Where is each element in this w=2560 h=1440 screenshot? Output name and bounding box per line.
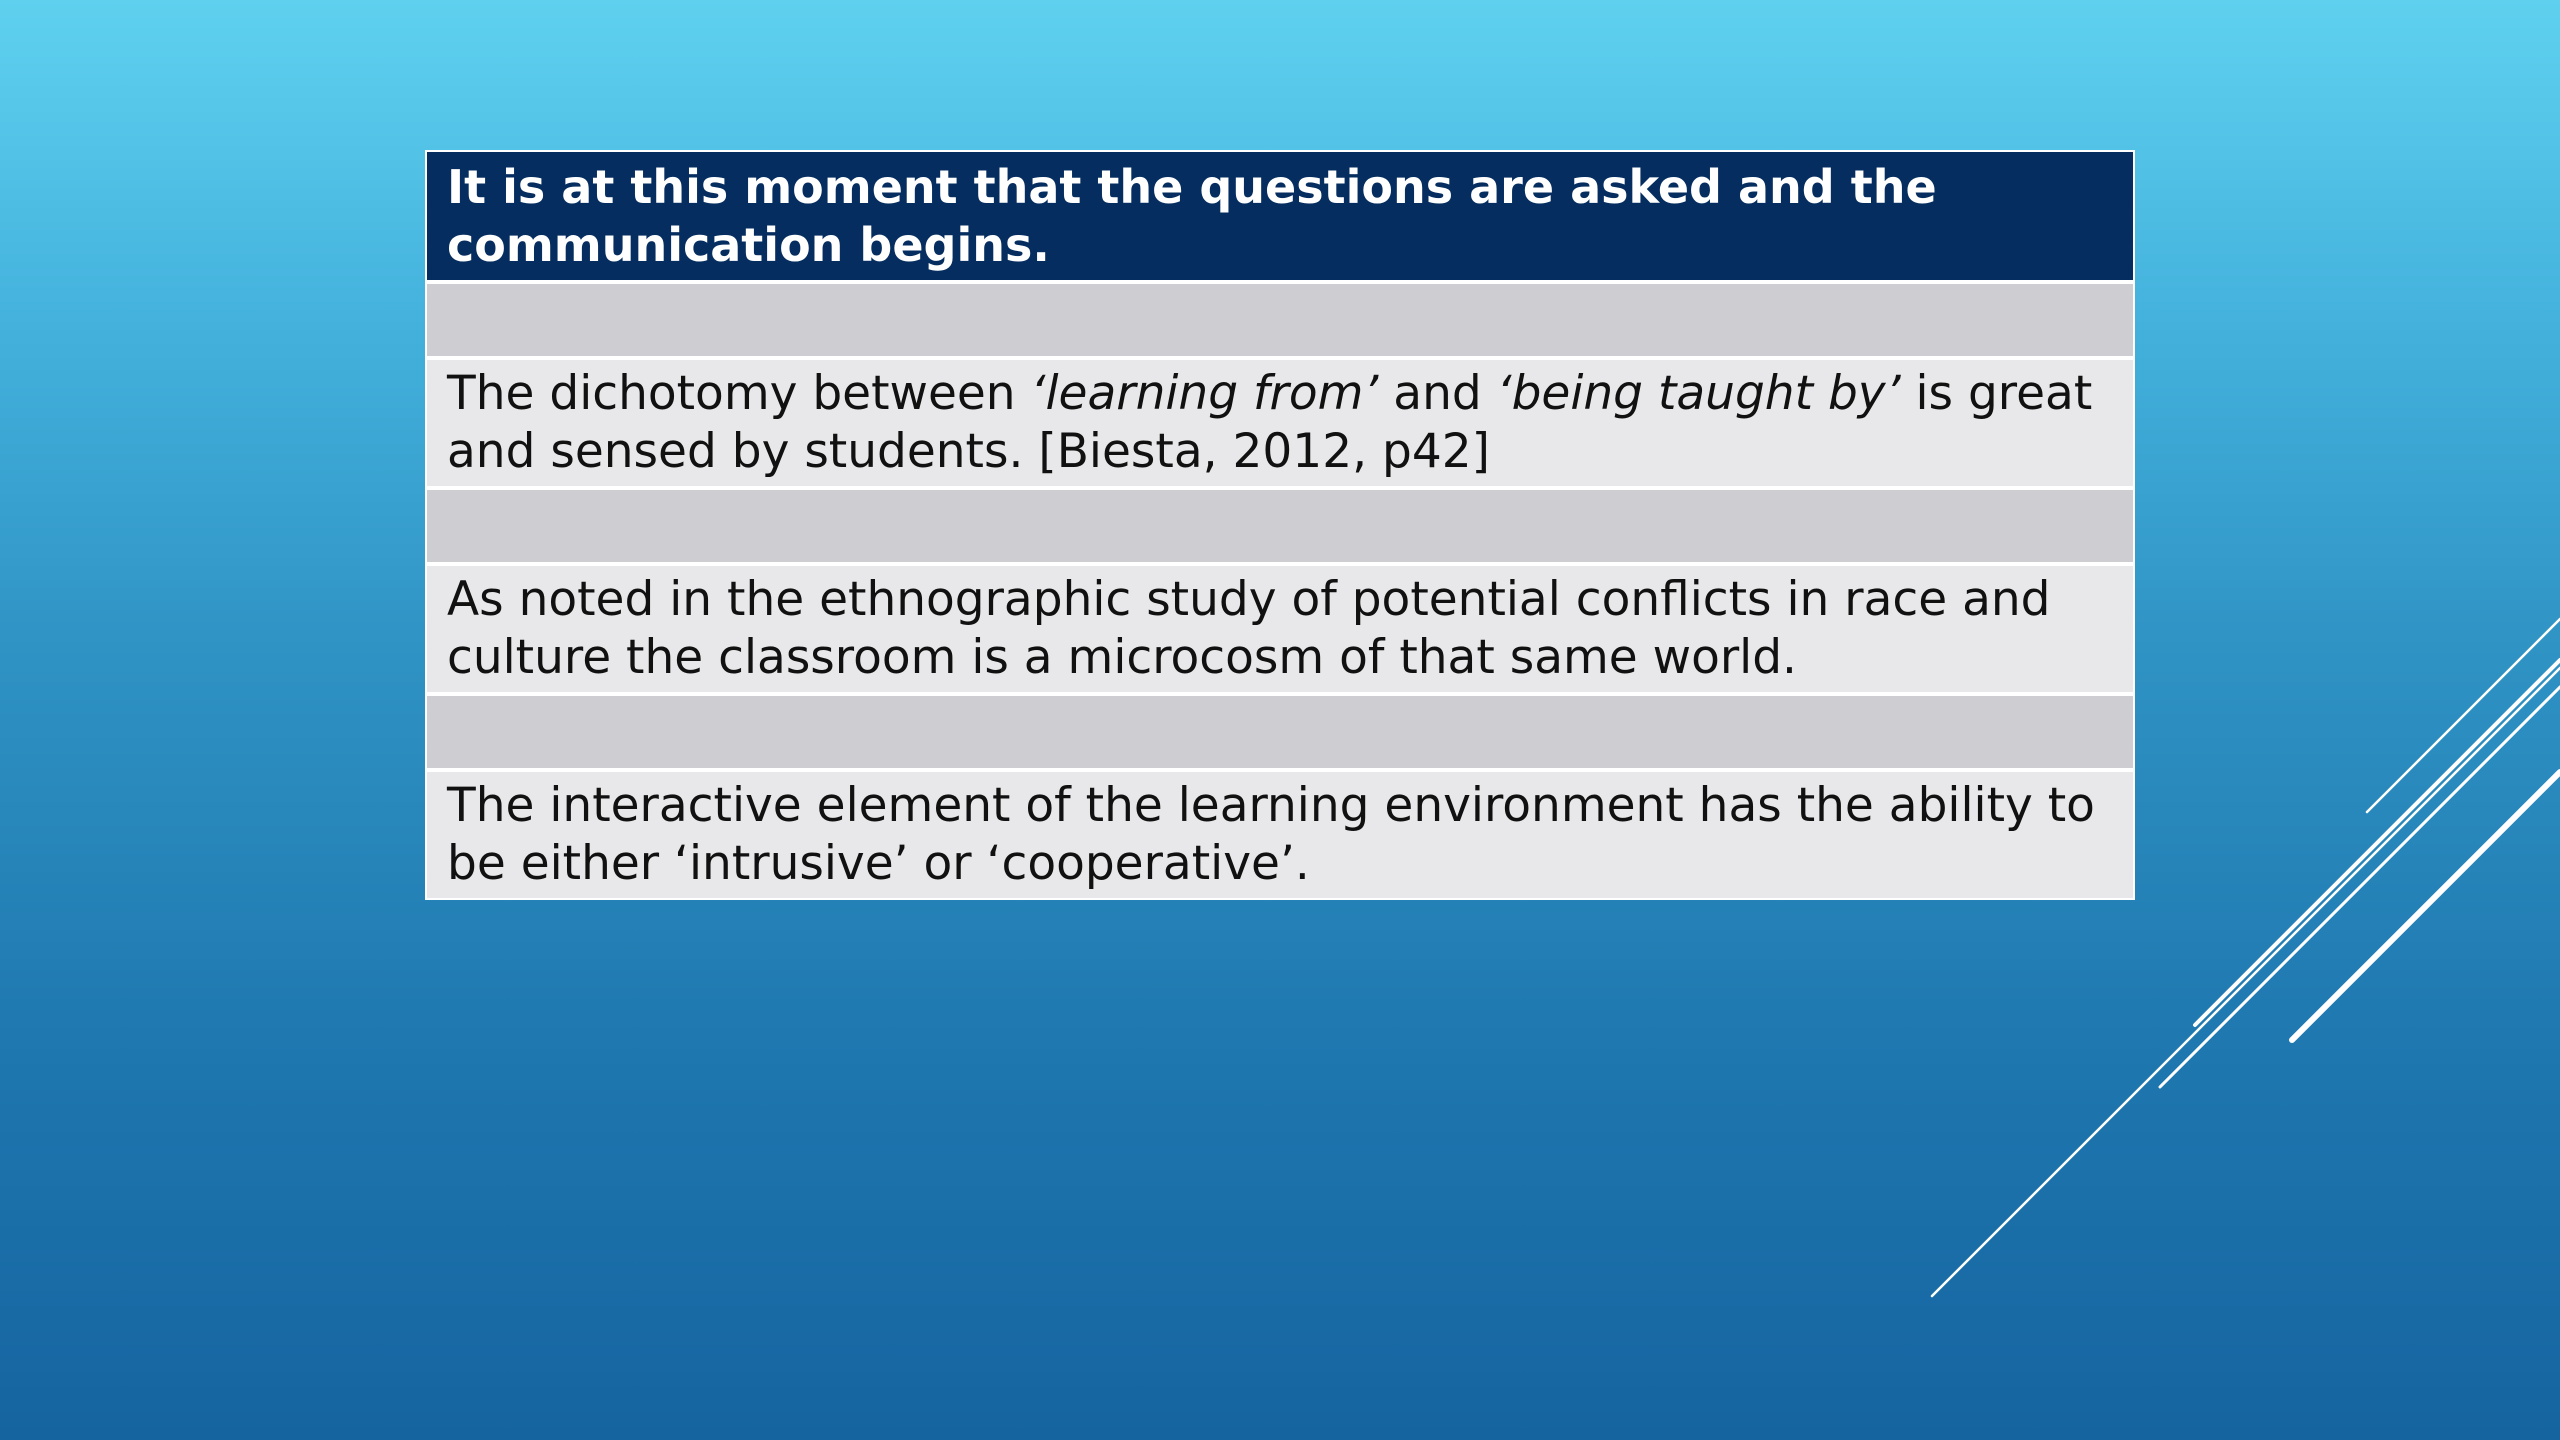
dichotomy-learning-from: ‘learning from’ <box>1030 366 1379 421</box>
table-header-text: It is at this moment that the questions are asked and the communication begins. <box>447 160 1937 272</box>
dichotomy-part-1: The dichotomy between <box>447 366 1031 421</box>
dichotomy-being-taught-by: ‘being taught by’ <box>1496 366 1901 421</box>
table-row-ethnographic <box>427 566 2133 692</box>
ethnographic-text: As noted in the ethnographic study of potential conflicts in race and culture the classroom is a microcosm of that same world. <box>447 572 2051 685</box>
dichotomy-part-3: is great and sensed by students. [Biesta, 2012, p42] <box>447 366 2093 479</box>
deco-line-3 <box>2160 687 2560 1087</box>
deco-line-4 <box>2292 772 2560 1040</box>
table-header-row <box>427 152 2133 280</box>
interactive-text: The interactive element of the learning environment has the ability to be either ‘intrusive’ or ‘cooperative’. <box>447 778 2095 891</box>
table-row-dichotomy <box>427 360 2133 486</box>
deco-line-2 <box>2195 660 2560 1025</box>
table-spacer-row-2 <box>427 490 2133 562</box>
dichotomy-part-2: and <box>1378 366 1497 421</box>
content-table <box>425 150 2135 900</box>
dichotomy-text <box>447 365 2113 481</box>
table-spacer-row-3 <box>427 696 2133 768</box>
table-row-interactive <box>427 772 2133 898</box>
table-spacer-row-1 <box>427 284 2133 356</box>
